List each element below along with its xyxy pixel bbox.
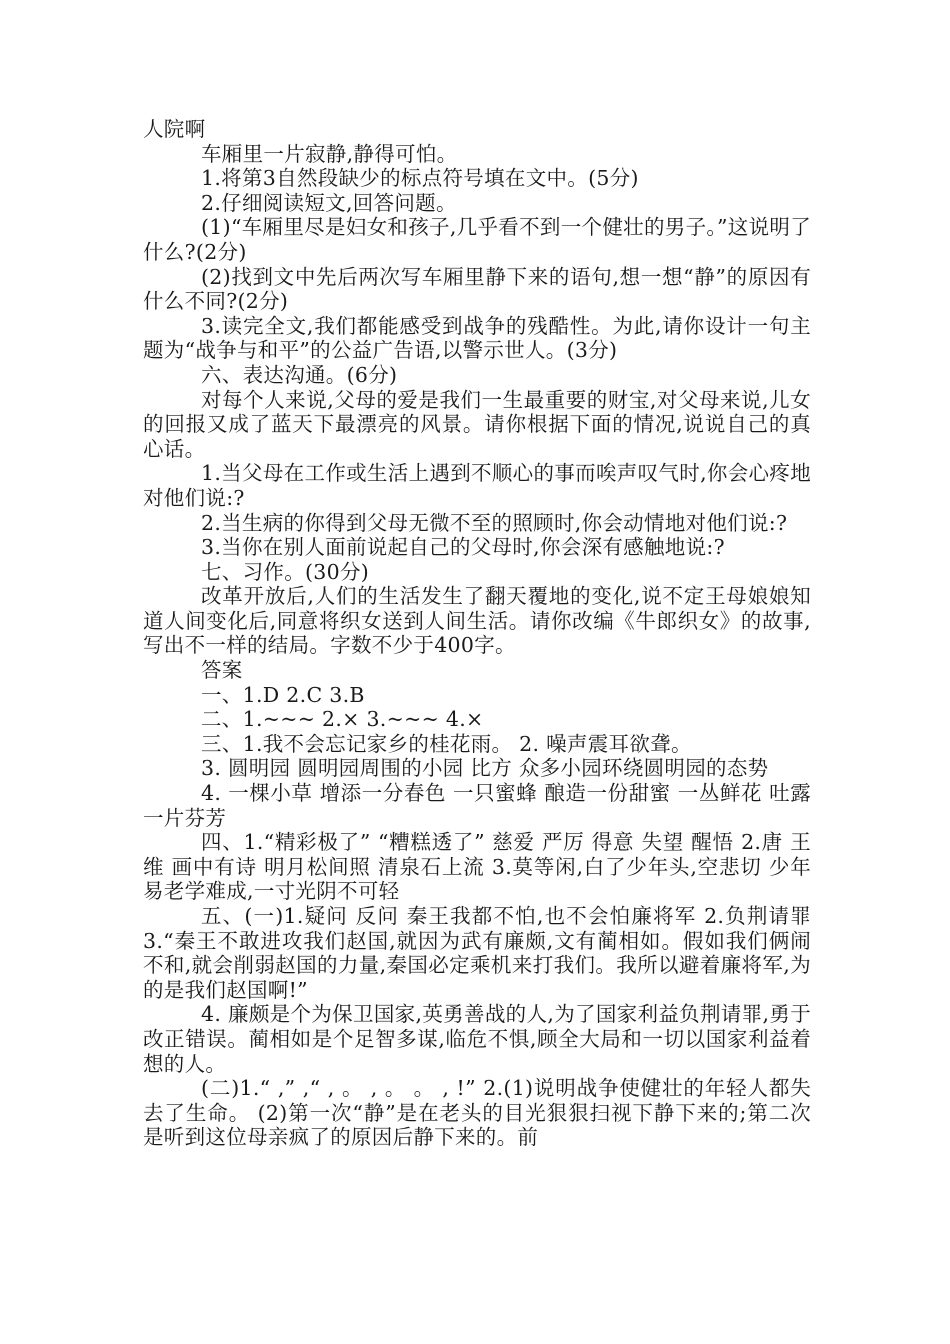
paragraph: 1.当父母在工作或生活上遇到不顺心的事而唉声叹气时,你会心疼地对他们说:? (143, 461, 811, 510)
paragraph: 四、1.“精彩极了” “糟糕透了” 慈爱 严厉 得意 失望 醒悟 2.唐 王维 画中有诗 明月松间照 清泉石上流 3.莫等闲,白了少年头,空悲切 少年易老学难成,一寸光阴不可轻 (143, 830, 811, 904)
paragraph: (二)1.“ ,” ,“ , 。 , 。 。 , !” 2.(1)说明战争使健壮的年轻人都失去了生命。 (2)第一次“静”是在老头的目光狠狠扫视下静下来的;第二次是听到这位母亲疯了的原因后静下来的。前 (143, 1076, 811, 1150)
paragraph: 1.将第3自然段缺少的标点符号填在文中。(5分) (201, 166, 639, 191)
paragraph: 三、1.我不会忘记家乡的桂花雨。 2. 噪声震耳欲聋。 (201, 731, 692, 756)
paragraph: 答案 (201, 658, 243, 683)
paragraph: 2.仔细阅读短文,回答问题。 (201, 190, 457, 215)
paragraph: 3. 圆明园 圆明园周围的小园 比方 众多小园环绕圆明园的态势 (201, 756, 769, 781)
paragraph: 七、习作。(30分) (201, 559, 370, 584)
paragraph: 五、(一)1.疑问 反问 秦王我都不怕,也不会怕廉将军 2.负荆请罪 3.“秦王不敢进攻我们赵国,就因为武有廉颇,文有蔺相如。假如我们俩闹不和,就会削弱赵国的力量,秦国必定乘机来打我们。我所以避着廉将军,为的是我们赵国啊!” (143, 904, 811, 1002)
paragraph: 3.当你在别人面前说起自己的父母时,你会深有感触地说:? (201, 535, 725, 560)
paragraph: 一、1.D 2.C 3.B (201, 682, 365, 707)
paragraph: 六、表达沟通。(6分) (201, 362, 398, 387)
paragraph: 4. 廉颇是个为保卫国家,英勇善战的人,为了国家利益负荆请罪,勇于改正错误。蔺相如是个足智多谋,临危不惧,顾全大局和一切以国家利益着想的人。 (143, 1002, 811, 1076)
paragraph: 4. 一棵小草 增添一分春色 一只蜜蜂 酿造一份甜蜜 一丛鲜花 吐露一片芬芳 (143, 781, 811, 830)
paragraph: 3.读完全文,我们都能感受到战争的残酷性。为此,请你设计一句主题为“战争与和平”的公益广告语,以警示世人。(3分) (143, 313, 811, 363)
paragraph: (2)找到文中先后两次写车厢里静下来的语句,想一想“静”的原因有什么不同?(2分) (143, 264, 811, 314)
paragraph: 车厢里一片寂静,静得可怕。 (201, 141, 458, 166)
document-page (143, 117, 811, 1150)
paragraph: (1)“车厢里尽是妇女和孩子,几乎看不到一个健壮的男子。”这说明了什么?(2分) (143, 215, 811, 264)
paragraph: 改革开放后,人们的生活发生了翻天覆地的变化,说不定王母娘娘知道人间变化后,同意将织女送到人间生活。请你改编《牛郎织女》的故事,写出不一样的结局。字数不少于400字。 (143, 584, 811, 658)
paragraph: 人院啊 (143, 117, 206, 141)
paragraph: 对每个人来说,父母的爱是我们一生最重要的财宝,对父母来说,儿女的回报又成了蓝天下最漂亮的风景。请你根据下面的情况,说说自己的真心话。 (143, 387, 811, 461)
paragraph: 2.当生病的你得到父母无微不至的照顾时,你会动情地对他们说:? (201, 510, 788, 535)
paragraph: 二、1.~~~ 2.× 3.~~~ 4.× (201, 707, 484, 732)
